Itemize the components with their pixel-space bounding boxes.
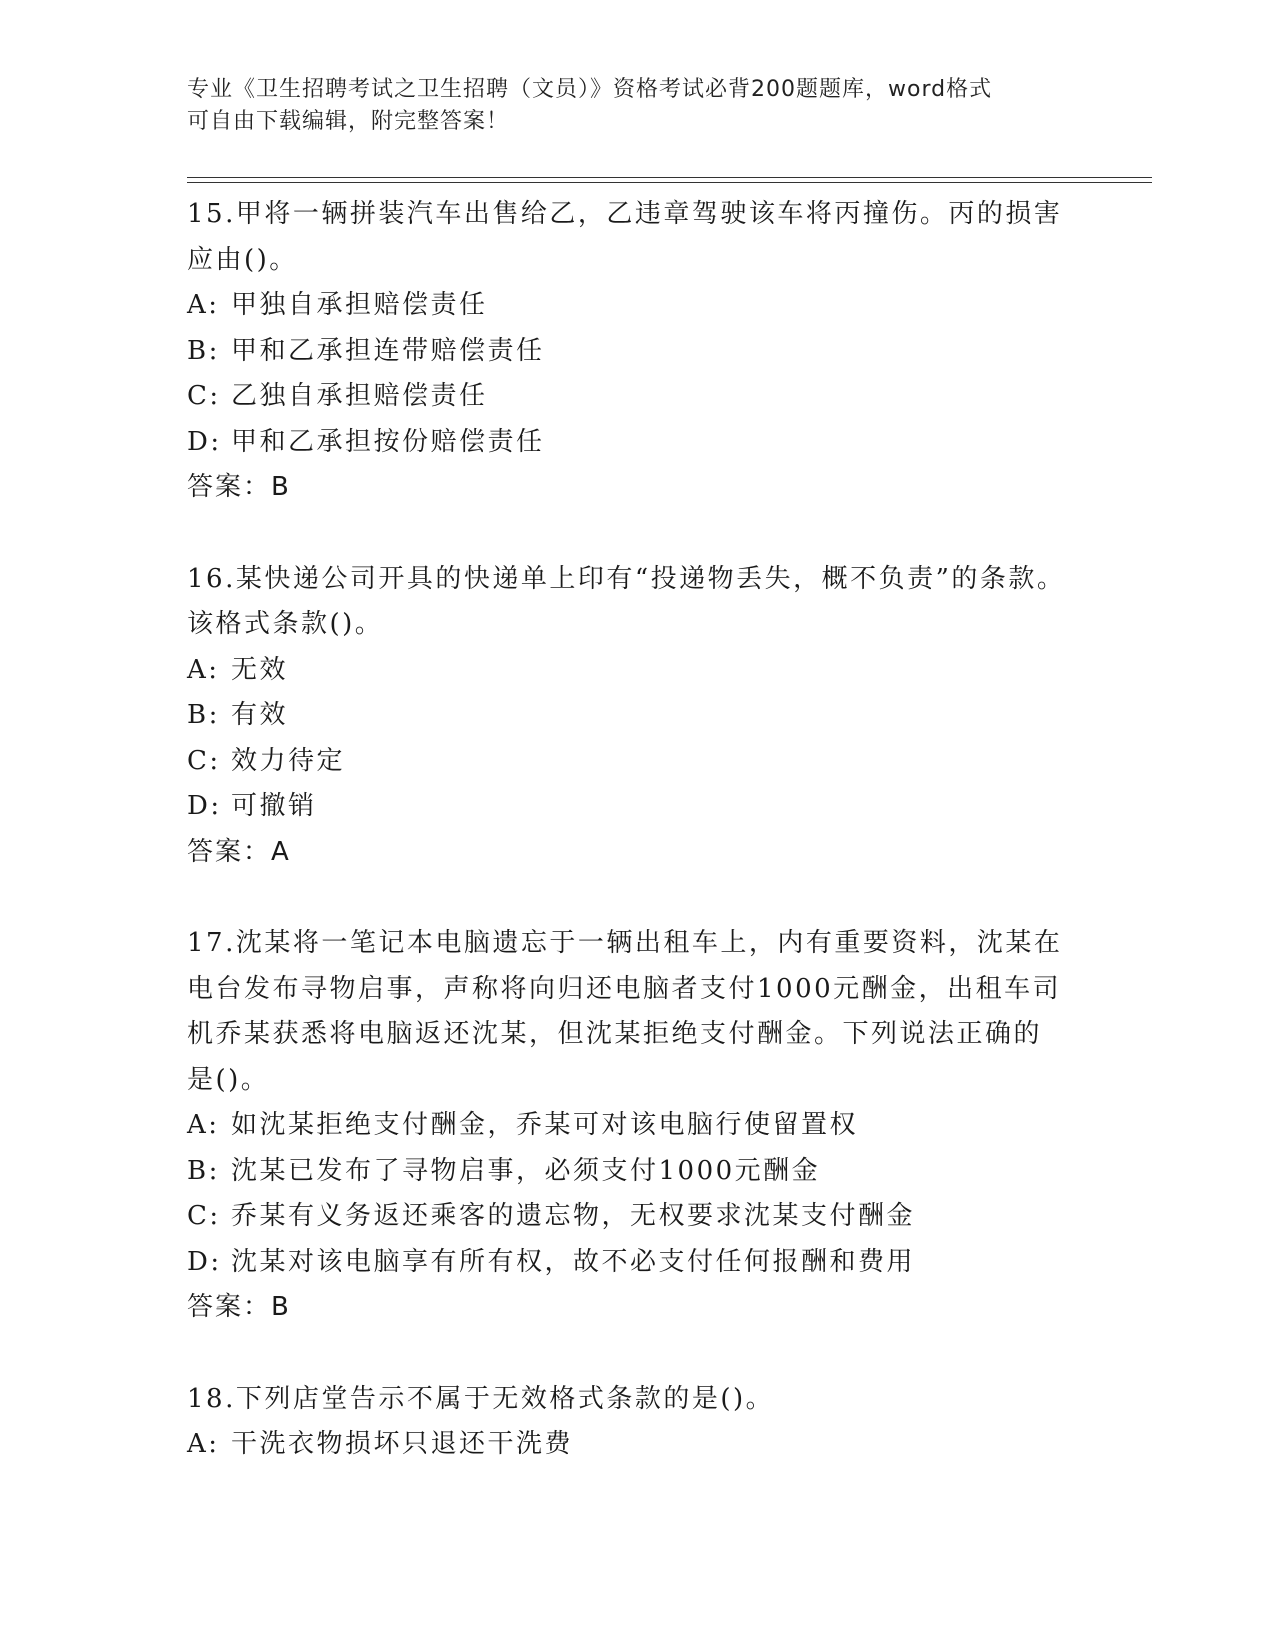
header-divider-top: [187, 177, 1152, 178]
option-key: B:: [187, 700, 220, 730]
option-b: [187, 1149, 1067, 1195]
question-stem: 18.下列店堂告示不属于无效格式条款的是()。: [187, 1383, 775, 1414]
option-text: 可撤销: [231, 791, 317, 821]
option-d: [187, 1240, 1067, 1286]
option-key: C:: [187, 1201, 221, 1231]
answer-line: 答案：B: [187, 1292, 291, 1322]
option-c: [187, 1194, 1067, 1240]
option-key: C:: [187, 381, 221, 411]
option-key: B:: [187, 335, 220, 366]
question-17: [187, 921, 1067, 1331]
option-b: [187, 693, 1067, 739]
answer-line: 答案：B: [187, 472, 291, 502]
option-d: [187, 784, 1067, 830]
option-text: 有效: [231, 700, 289, 730]
option-text: 干洗衣物损坏只退还干洗费: [231, 1429, 574, 1459]
option-c: [187, 374, 1067, 420]
option-d: [187, 420, 1067, 466]
option-key: A:: [187, 654, 220, 685]
header-title-line-1: 专业《卫生招聘考试之卫生招聘（文员）》资格考试必背200题题库，word格式: [187, 77, 993, 102]
header-divider-bottom: [187, 182, 1152, 183]
option-key: A:: [187, 1110, 220, 1140]
option-a: [187, 283, 1067, 329]
option-a: [187, 648, 1067, 694]
option-text: 效力待定: [231, 745, 346, 776]
option-key: B:: [187, 1155, 220, 1186]
option-key: A:: [187, 1429, 220, 1459]
option-a: [187, 1103, 1067, 1149]
option-key: D:: [187, 791, 222, 821]
option-b: [187, 329, 1067, 375]
question-stem: 15.甲将一辆拼装汽车出售给乙，乙违章驾驶该车将丙撞伤。丙的损害应由()。: [187, 199, 1063, 275]
option-c: [187, 739, 1067, 785]
document-header: [187, 74, 1087, 138]
question-16: [187, 557, 1067, 876]
option-text: 甲和乙承担按份赔偿责任: [231, 426, 545, 457]
option-text: 沈某对该电脑享有所有权，故不必支付任何报酬和费用: [231, 1246, 916, 1277]
option-text: 甲独自承担赔偿责任: [231, 290, 488, 320]
option-key: D:: [187, 1246, 222, 1277]
answer-line: 答案：A: [187, 836, 291, 867]
option-text: 甲和乙承担连带赔偿责任: [231, 335, 545, 366]
question-18: [187, 1377, 1067, 1468]
question-list: [187, 192, 1067, 1514]
question-stem: 17.沈某将一笔记本电脑遗忘于一辆出租车上，内有重要资料，沈某在电台发布寻物启事，声称将向归还电脑者支付1000元酬金，出租车司机乔某获悉将电脑返还沈某，但沈某拒绝支付酬金。下列说法正确的是()。: [187, 928, 1063, 1095]
header-title-line-2: 可自由下载编辑，附完整答案！: [187, 109, 510, 134]
option-text: 乔某有义务返还乘客的遗忘物，无权要求沈某支付酬金: [231, 1201, 916, 1231]
option-key: C:: [187, 745, 221, 776]
question-15: [187, 192, 1067, 511]
option-key: D:: [187, 426, 222, 457]
option-text: 乙独自承担赔偿责任: [231, 381, 488, 411]
option-text: 如沈某拒绝支付酬金，乔某可对该电脑行使留置权: [231, 1110, 859, 1140]
option-a: [187, 1422, 1067, 1468]
option-text: 沈某已发布了寻物启事，必须支付1000元酬金: [231, 1155, 821, 1186]
question-stem: 16.某快递公司开具的快递单上印有“投递物丢失，概不负责”的条款。该格式条款()。: [187, 563, 1066, 639]
option-text: 无效: [231, 654, 289, 685]
option-key: A:: [187, 290, 220, 320]
